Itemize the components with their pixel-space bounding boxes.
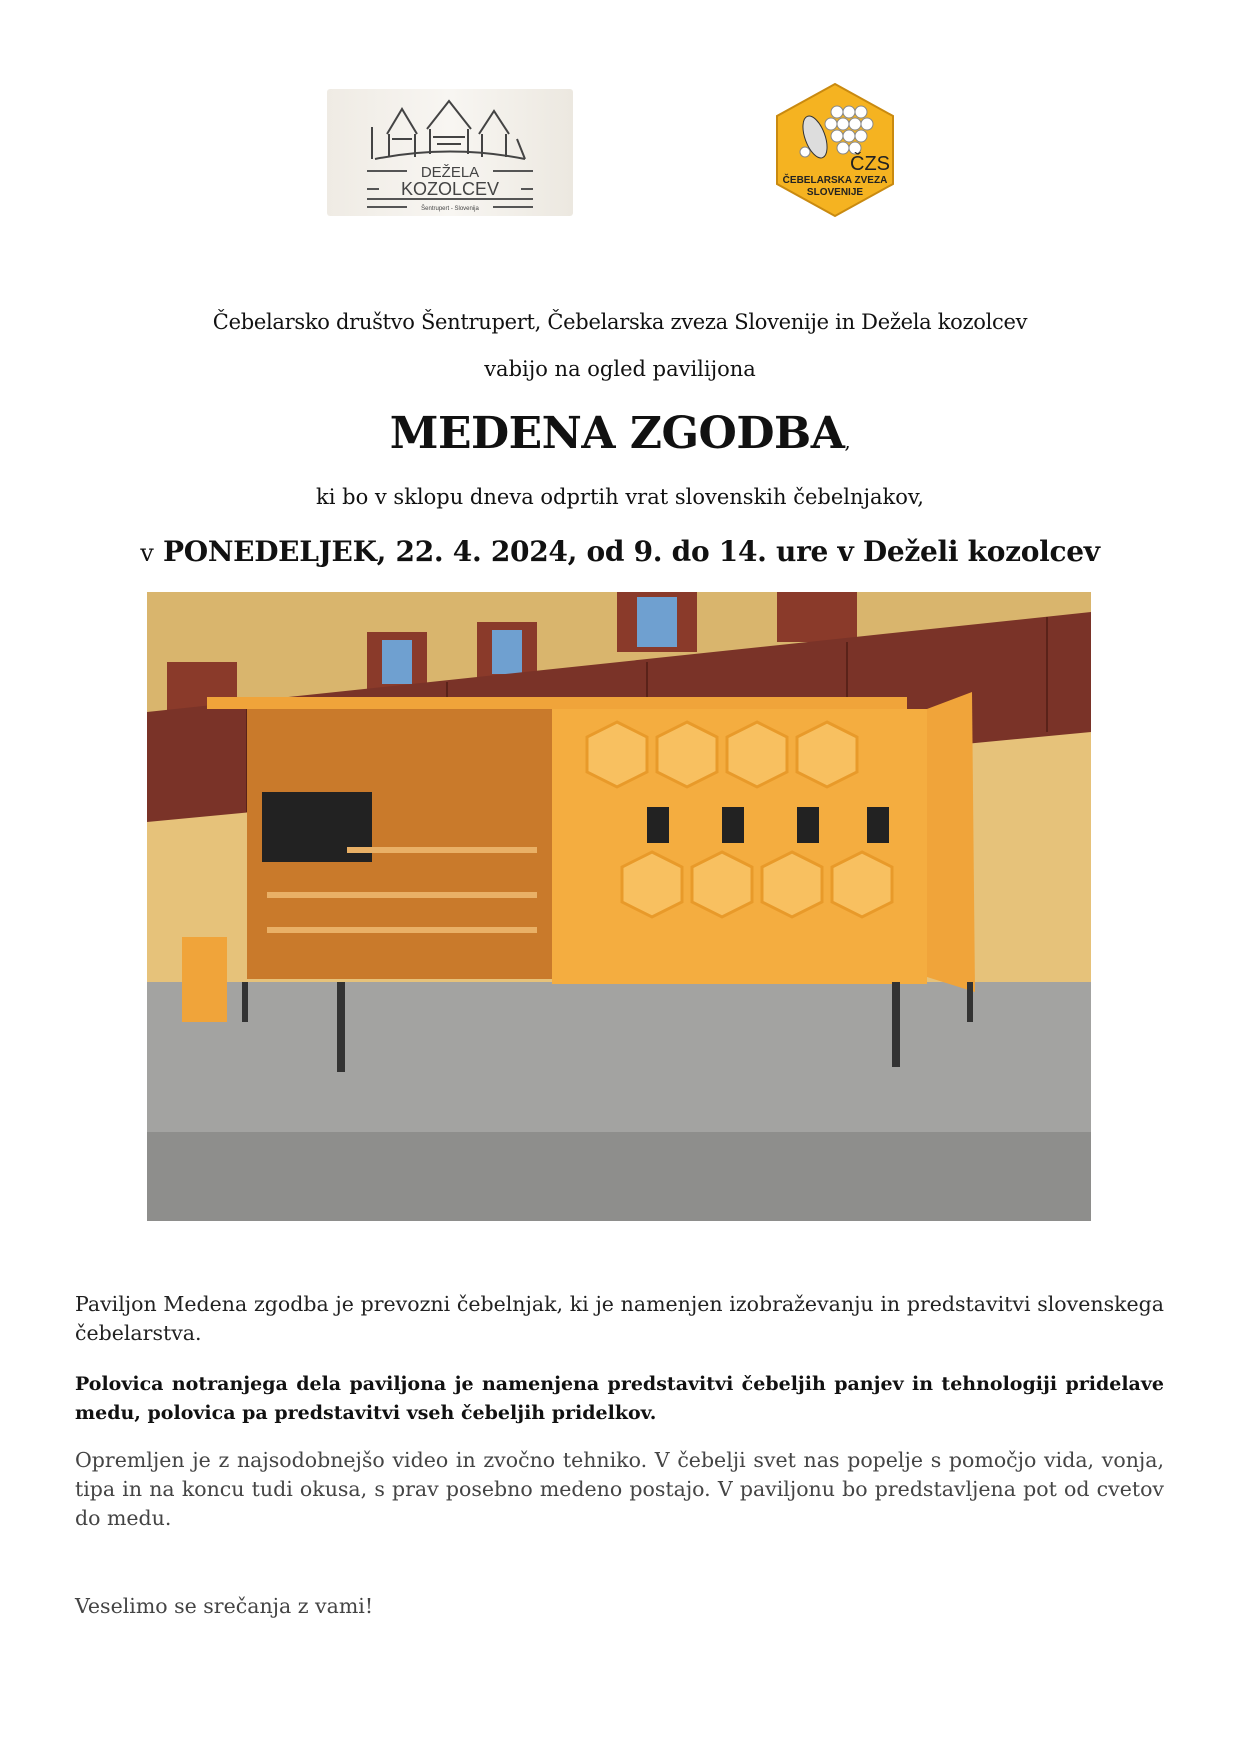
cebelarska-zveza-logo [775, 82, 895, 218]
organizers-line: Čebelarsko društvo Šentrupert, Čebelarska zveza Slovenije in Dežela kozolcev [212, 310, 1028, 334]
svg-text:DEŽELA: DEŽELA [420, 164, 480, 181]
event-title [0, 408, 1240, 459]
svg-text:Šentrupert - Slovenija: Šentrupert - Slovenija [421, 206, 479, 212]
date-prefix: v [140, 539, 154, 567]
context-line: ki bo v sklopu dneva odprtih vrat slovenskih čebelnjakov, [316, 485, 924, 509]
event-date [0, 535, 1240, 568]
paragraph-description: Paviljon Medena zgodba je prevozni čebelnjak, ki je namenjen izobraževanju in predstavitvi slovenskega čebelarstva. [75, 1292, 1164, 1345]
kozolec-icon [327, 89, 573, 216]
closing-line: Veselimo se srečanja z vami! [75, 1594, 374, 1618]
invite-line: vabijo na ogled pavilijona [484, 357, 756, 381]
dezela-kozolcev-logo [327, 89, 573, 216]
title-suffix: , [844, 429, 851, 453]
date-text: PONEDELJEK, 22. 4. 2024, od 9. do 14. ure v Deželi kozolcev [163, 535, 1100, 568]
svg-text:SLOVENIJE: SLOVENIJE [806, 187, 864, 198]
svg-text:ČZS: ČZS [850, 153, 890, 175]
bee-hexagon-icon [775, 82, 895, 218]
paragraph-interior: Polovica notranjega dela paviljona je namenjena predstavitvi čebeljih panjev in tehnologiji pridelave medu, polovica pa predstavitvi vseh čebeljih pridelkov. [75, 1373, 1164, 1424]
svg-text:KOZOLCEV: KOZOLCEV [400, 179, 500, 199]
pavilion-photo [147, 592, 1091, 1221]
svg-text:ČEBELARSKA ZVEZA: ČEBELARSKA ZVEZA [782, 175, 888, 186]
paragraph-equipment: Opremljen je z najsodobnejšo video in zvočno tehniko. V čebelji svet nas popelje s pomočjo vida, vonja, tipa in na koncu tudi okusa, s prav posebno medeno postajo. V paviljonu bo predstavljena pot od cvetov do medu. [75, 1448, 1164, 1530]
title-text: MEDENA ZGODBA [389, 408, 845, 459]
